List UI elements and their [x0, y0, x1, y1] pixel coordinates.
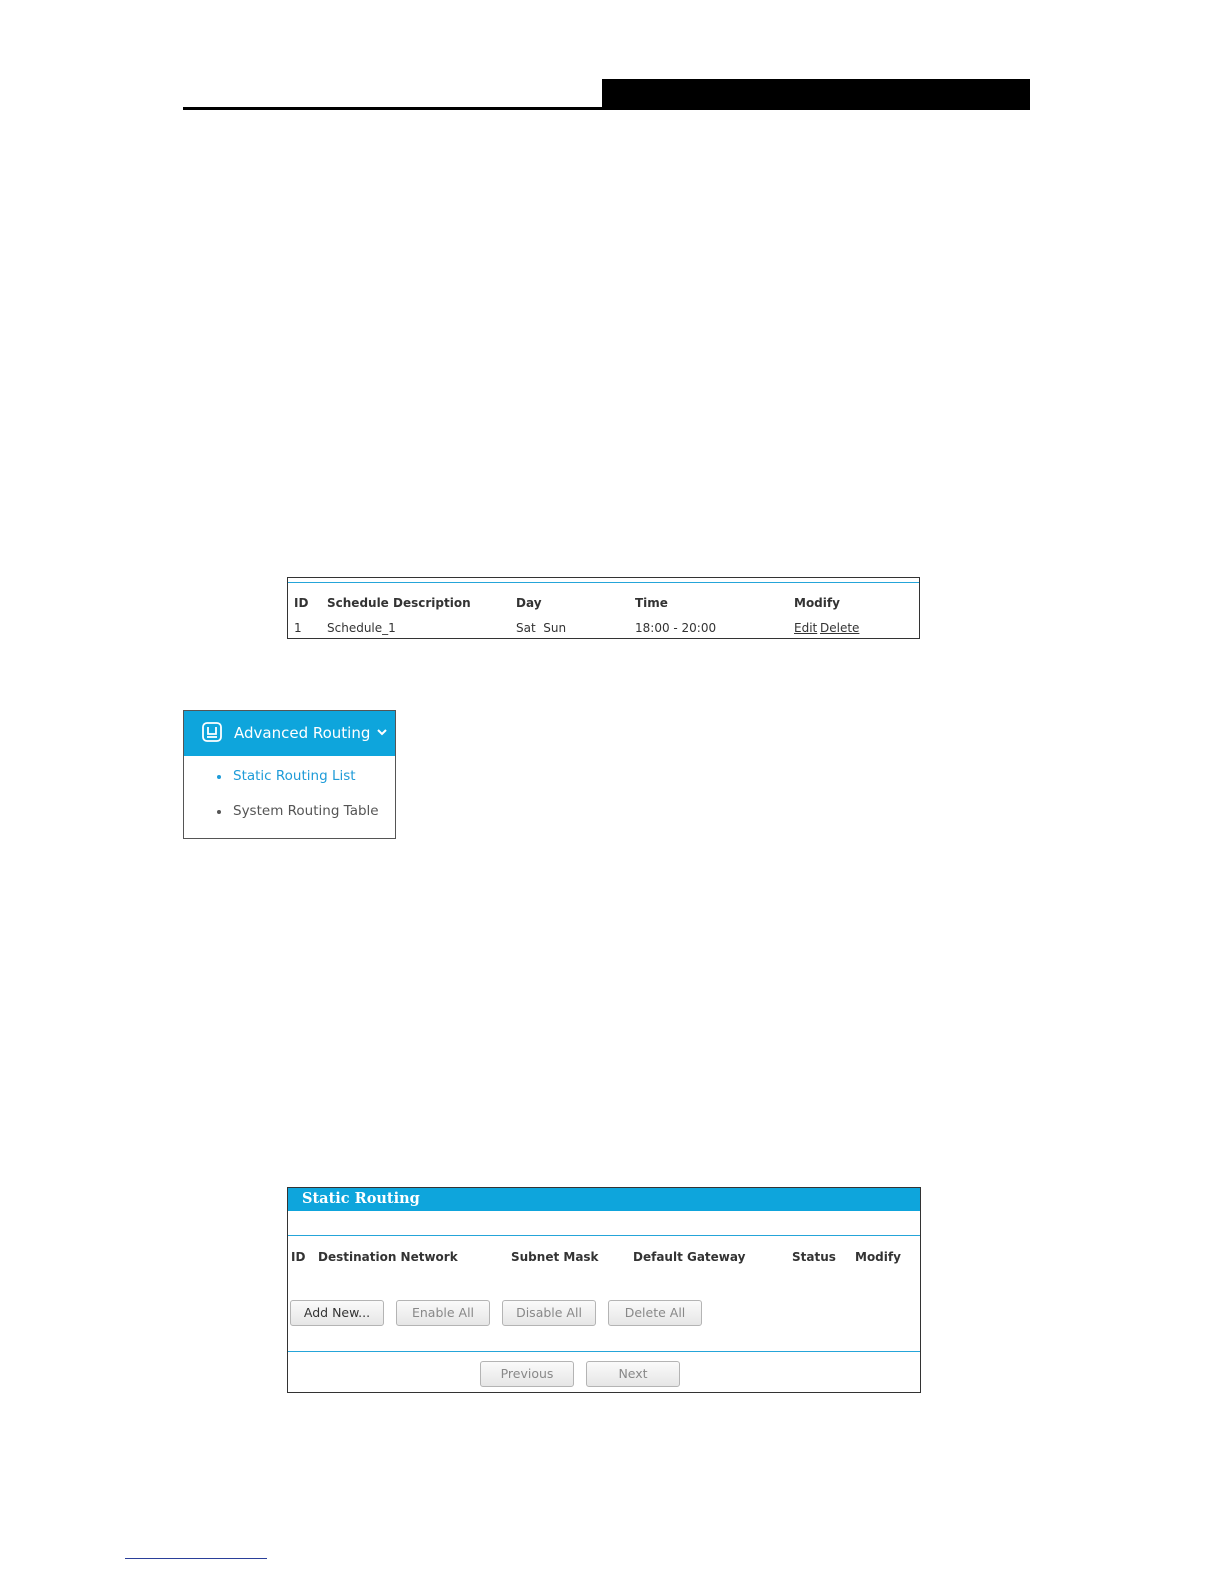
disable-all-button[interactable]: Disable All: [502, 1300, 596, 1326]
col-header-subnet-mask: Subnet Mask: [511, 1250, 599, 1264]
menu-item-static-routing-list[interactable]: Static Routing List: [233, 768, 356, 784]
col-header-modify: Modify: [855, 1250, 901, 1264]
edit-link[interactable]: Edit: [794, 621, 818, 635]
schedule-table: [287, 577, 920, 639]
col-header-description: Schedule Description: [327, 596, 471, 610]
col-header-gateway: Default Gateway: [633, 1250, 746, 1264]
footer-rule: [125, 1558, 267, 1559]
router-icon: [201, 721, 223, 743]
table-top-border: [288, 582, 919, 583]
delete-all-button[interactable]: Delete All: [608, 1300, 702, 1326]
enable-all-button[interactable]: Enable All: [396, 1300, 490, 1326]
col-header-id: ID: [291, 1250, 306, 1264]
col-header-day: Day: [516, 596, 542, 610]
col-header-id: ID: [294, 596, 309, 610]
panel-title: Static Routing: [302, 1190, 420, 1207]
row-day: Sat Sun: [516, 621, 567, 635]
menu-title: Advanced Routing: [234, 724, 371, 742]
col-header-destination: Destination Network: [318, 1250, 458, 1264]
delete-link[interactable]: Delete: [820, 621, 860, 635]
bullet-icon: [217, 775, 221, 779]
row-description: Schedule_1: [327, 621, 396, 635]
divider: [288, 1235, 920, 1236]
next-button[interactable]: Next: [586, 1361, 680, 1387]
advanced-routing-menu: [183, 710, 396, 839]
menu-header[interactable]: [184, 711, 395, 756]
previous-button[interactable]: Previous: [480, 1361, 574, 1387]
bullet-icon: [217, 810, 221, 814]
add-new-button[interactable]: Add New...: [290, 1300, 384, 1326]
header-bar: [602, 79, 1030, 110]
col-header-time: Time: [635, 596, 668, 610]
col-header-status: Status: [792, 1250, 836, 1264]
menu-item-system-routing-table[interactable]: System Routing Table: [233, 803, 379, 819]
divider: [288, 1351, 920, 1352]
row-time: 18:00 - 20:00: [635, 621, 717, 635]
col-header-modify: Modify: [794, 596, 840, 610]
static-routing-panel: [287, 1187, 921, 1393]
panel-header: [288, 1188, 920, 1211]
chevron-down-icon[interactable]: [376, 726, 388, 738]
header-rule: [183, 107, 1030, 110]
row-id: 1: [294, 621, 302, 635]
